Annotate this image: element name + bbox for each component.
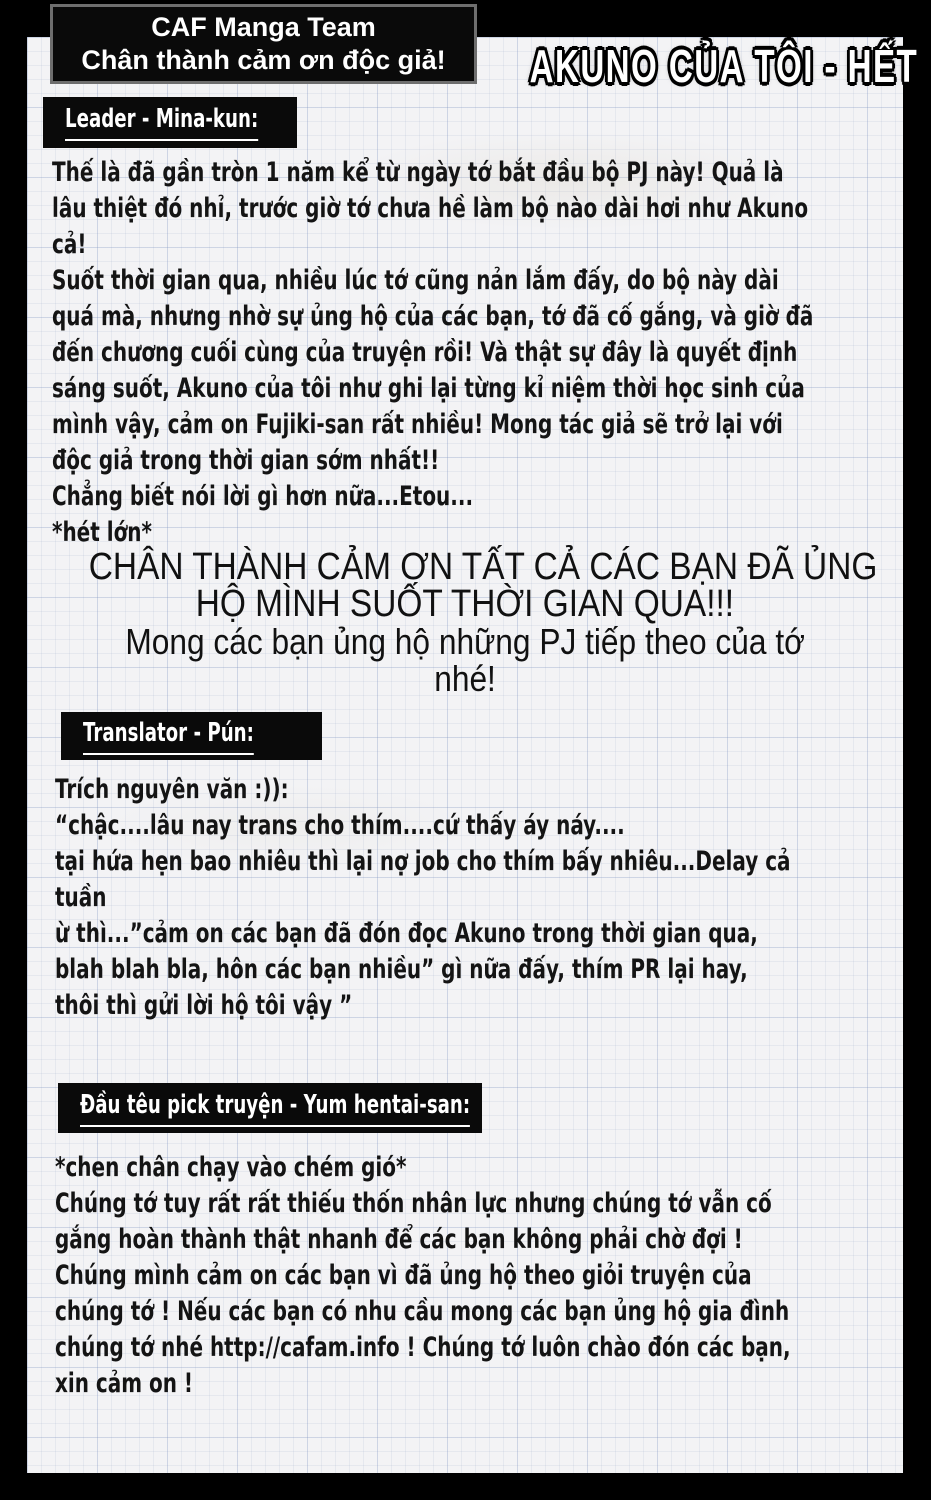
shout-lines xyxy=(35,546,895,625)
section-header-translator xyxy=(61,712,322,760)
text-line: chúng tớ ! Nếu các bạn có nhu cầu mong các bạn ủng hộ gia đình xyxy=(55,1296,790,1327)
text-line: đến chương cuối cùng của truyện rồi! Và thật sự đây là quyết định xyxy=(52,337,798,368)
text-line: blah blah bla, hôn các bạn nhiều” gì nữa đấy, thím PR lại hay, xyxy=(55,954,748,985)
text-line: gắng hoàn thành thật nhanh để các bạn không phải chờ đợi ! xyxy=(55,1224,743,1255)
text-line: tại hứa hẹn bao nhiêu thì lại nợ job cho thím bấy nhiêu...Delay cả xyxy=(55,846,791,877)
text-line: xin cảm on ! xyxy=(55,1368,194,1399)
text-line: mình vậy, cảm on Fujiki-san rất nhiều! Mong tác giả sẽ trở lại với xyxy=(52,409,783,440)
team-credit-box xyxy=(50,4,477,84)
text-line: Thế là đã gần tròn 1 năm kể từ ngày tớ bắt đầu bộ PJ này! Quả là xyxy=(52,157,784,188)
shout-text-line: HỘ MÌNH SUỐT THỜI GIAN QUA!!! xyxy=(195,583,735,625)
translator-paragraph xyxy=(55,772,931,1024)
text-line: tuần xyxy=(55,882,107,913)
picker-paragraph xyxy=(55,1150,931,1402)
text-line: *hét lớn* xyxy=(52,517,152,548)
text-line: *chen chân chạy vào chém gió* xyxy=(55,1152,407,1183)
text-line: lâu thiệt đó nhỉ, trước giờ tớ chưa hề làm bộ nào dài hơi như Akuno xyxy=(52,193,809,224)
text-line: Chúng mình cảm on các bạn vì đã ủng hộ theo giỏi truyện của xyxy=(55,1260,752,1291)
series-title: AKUNO CỦA TÔI - HẾT xyxy=(529,40,919,92)
text-line: quá mà, nhưng nhờ sự ủng hộ của các bạn, tớ đã cố gắng, và giờ đã xyxy=(52,301,814,332)
text-line: “chậc....lâu nay trans cho thím....cứ thấy áy náy.... xyxy=(55,810,625,841)
text-line: Trích nguyên văn :)): xyxy=(55,774,289,805)
text-line: độc giả trong thời gian sớm nhất!! xyxy=(52,445,440,476)
text-line: Suốt thời gian qua, nhiều lúc tớ cũng nản lắm đấy, do bộ này dài xyxy=(52,265,779,296)
leader-paragraph xyxy=(52,155,931,551)
team-thanks-line: Chân thành cảm ơn độc giả! xyxy=(81,45,446,75)
follow-text-line: nhé! xyxy=(434,658,496,699)
text-line: cả! xyxy=(52,229,87,260)
text-line: sáng suốt, Akuno của tôi như ghi lại từng kỉ niệm thời học sinh của xyxy=(52,373,805,404)
section-header-picker xyxy=(58,1083,482,1133)
follow-lines xyxy=(35,623,895,697)
text-line: Chúng tớ tuy rất rất thiếu thốn nhân lực nhưng chúng tớ vẫn cố xyxy=(55,1188,772,1219)
text-line: Chẳng biết nói lời gì hơn nữa...Etou... xyxy=(52,481,474,512)
section-header-leader-label: Leader - Mina-kun: xyxy=(65,104,258,141)
text-line: thôi thì gửi lời hộ tôi vậy ” xyxy=(55,990,353,1021)
follow-text-line: Mong các bạn ủng hộ những PJ tiếp theo của tớ xyxy=(125,621,805,662)
big-thanks-block xyxy=(35,546,895,699)
shout-text-line: CHÂN THÀNH CẢM ƠN TẤT CẢ CÁC BẠN ĐÃ ỦNG xyxy=(88,546,878,588)
section-header-picker-label: Đầu têu pick truyện - Yum hentai-san: xyxy=(80,1090,470,1127)
team-name: CAF Manga Team xyxy=(151,12,376,42)
text-line: chúng tớ nhé http://cafam.info ! Chúng tớ luôn chào đón các bạn, xyxy=(55,1332,791,1363)
text-line: ừ thì...”cảm on các bạn đã đón đọc Akuno trong thời gian qua, xyxy=(55,918,758,949)
section-header-leader xyxy=(43,97,297,148)
section-header-translator-label: Translator - Pún: xyxy=(83,718,254,755)
